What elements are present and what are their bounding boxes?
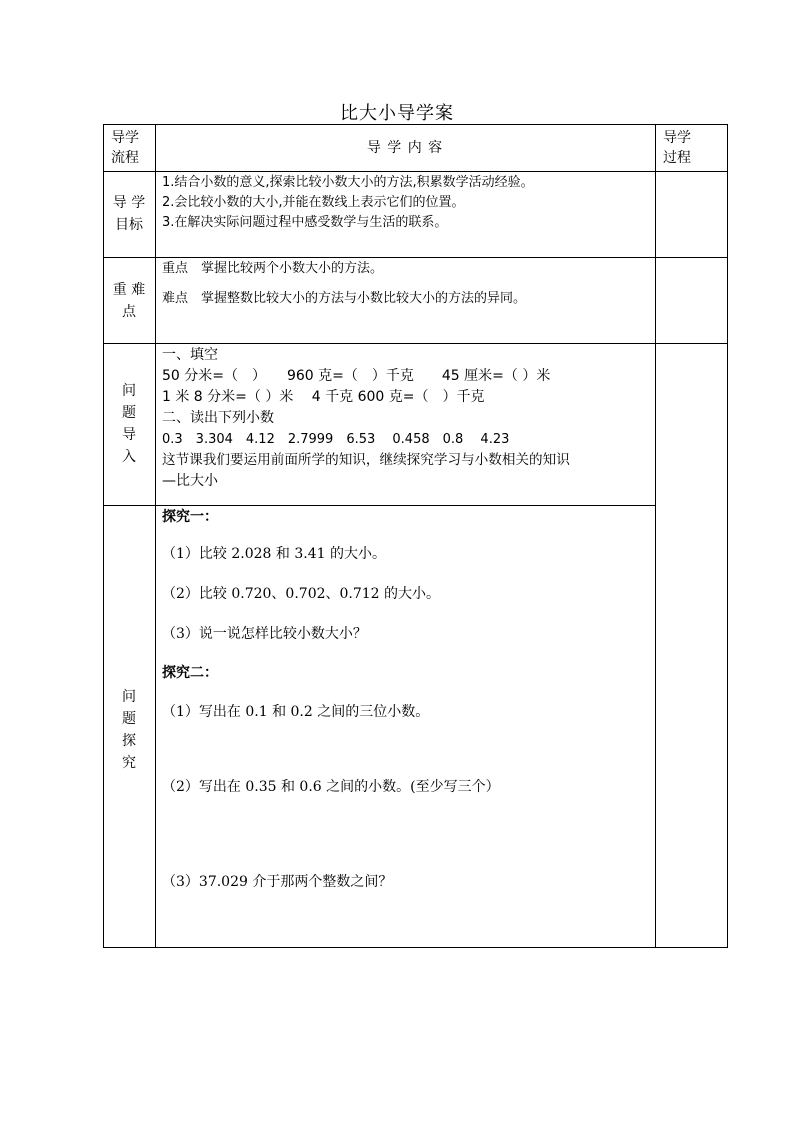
explore-question: （1）比较 2.028 和 3.41 的大小。 (162, 546, 386, 562)
explore-two-title: 探究二： (162, 665, 218, 681)
intro-line: 二、读出下列小数 (162, 410, 274, 426)
table-border-right (727, 124, 728, 948)
intro-line: 50 分米=（ ） 960 克=（ ）千克 45 厘米=（ ）米 (162, 368, 551, 384)
row-label-key-points: 重 难 点 (112, 282, 146, 320)
intro-line: —比大小 (162, 473, 218, 489)
column-divider (655, 124, 656, 948)
table-border-left (103, 124, 104, 948)
goal-line: 2.会比较小数的大小,并能在数线上表示它们的位置。 (162, 195, 465, 210)
page-title: 比大小导学案 (340, 103, 454, 124)
goal-line: 1.结合小数的意义,探索比较小数大小的方法,积累数学活动经验。 (162, 175, 534, 190)
column-divider (155, 124, 156, 948)
explore-one-title: 探究一： (162, 509, 218, 525)
header-content: 导 学 内 容 (366, 140, 444, 156)
explore-question: （2）写出在 0.35 和 0.6 之间的小数。(至少写三个） (162, 779, 500, 795)
explore-question: （3）37.029 介于那两个整数之间？ (162, 874, 393, 890)
row-divider (103, 343, 728, 344)
key-point-line: 重点 掌握比较两个小数大小的方法。 (162, 261, 384, 276)
goals-content (162, 172, 534, 232)
row-label-goals: 导 学 目标 (112, 195, 146, 233)
header-procedure: 导学 过程 (663, 130, 691, 166)
header-process: 导学 流程 (111, 130, 139, 166)
intro-line: 1 米 8 分米=（ ）米 4 千克 600 克=（ ）千克 (162, 389, 485, 405)
row-divider (103, 505, 656, 506)
table-border-top (103, 124, 728, 125)
row-label-explore: 问 题 探 究 (122, 689, 136, 771)
intro-line: 一、填空 (162, 347, 218, 363)
table-border-bottom (103, 947, 728, 948)
explore-question: （2）比较 0.720、0.702、0.712 的大小。 (162, 586, 441, 602)
explore-question: （1）写出在 0.1 和 0.2 之间的三位小数。 (162, 704, 430, 720)
intro-line: 0.3 3.304 4.12 2.7999 6.53 0.458 0.8 4.23 (162, 432, 510, 447)
explore-question: （3）说一说怎样比较小数大小？ (162, 626, 367, 642)
goal-line: 3.在解决实际问题过程中感受数学与生活的联系。 (162, 215, 448, 230)
intro-content (162, 345, 652, 492)
row-label-intro: 问 题 导 入 (122, 383, 136, 465)
intro-line: 这节课我们要运用前面所学的知识，继续探究学习与小数相关的知识 (162, 452, 570, 468)
difficult-point-line: 难点 掌握整数比较大小的方法与小数比较大小的方法的异同。 (162, 291, 527, 306)
